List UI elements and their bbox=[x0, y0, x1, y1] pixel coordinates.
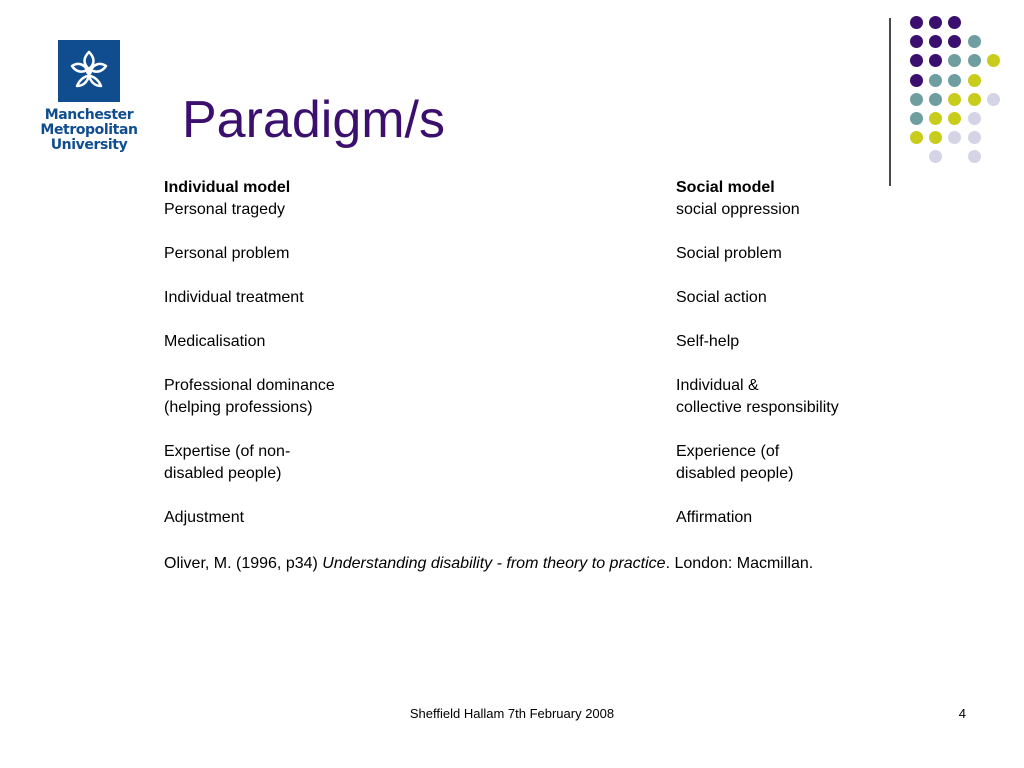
logo-emblem-icon bbox=[58, 40, 120, 102]
decorative-dot bbox=[968, 131, 981, 144]
decorative-dot bbox=[929, 16, 942, 29]
decorative-dot bbox=[929, 112, 942, 125]
decorative-dot bbox=[910, 131, 923, 144]
citation-author: Oliver, M. (1996, p34) bbox=[164, 555, 323, 572]
individual-model-spacer bbox=[164, 353, 644, 375]
decorative-dot bbox=[910, 16, 923, 29]
decorative-dot bbox=[987, 93, 1000, 106]
individual-model-item: Personal tragedy bbox=[164, 201, 285, 218]
social-model-spacer bbox=[676, 353, 996, 375]
social-model-item: Social action bbox=[676, 289, 767, 306]
social-model-spacer bbox=[676, 419, 996, 441]
logo-text-line-3: University bbox=[50, 137, 128, 153]
footer-text: Sheffield Hallam 7th February 2008 bbox=[409, 706, 615, 721]
individual-model-spacer bbox=[164, 265, 644, 287]
social-model-item: Social problem bbox=[676, 245, 782, 262]
decorative-dot bbox=[968, 54, 981, 67]
slide-title: Paradigm/s bbox=[182, 91, 445, 149]
decorative-dot bbox=[968, 35, 981, 48]
decorative-dot bbox=[968, 150, 981, 163]
individual-model-item: Expertise (of non- bbox=[164, 443, 291, 460]
social-model-header: Social model bbox=[676, 179, 775, 196]
individual-model-item: Medicalisation bbox=[164, 333, 266, 350]
decorative-divider bbox=[889, 18, 891, 186]
social-model-item: social oppression bbox=[676, 201, 800, 218]
decorative-dot bbox=[968, 74, 981, 87]
social-model-item: Individual & bbox=[676, 377, 759, 394]
citation-publisher: . London: Macmillan. bbox=[665, 555, 814, 572]
decorative-dot bbox=[948, 131, 961, 144]
university-logo bbox=[38, 40, 140, 156]
social-model-spacer bbox=[676, 309, 996, 331]
individual-model-item: Personal problem bbox=[164, 245, 290, 262]
citation bbox=[164, 553, 813, 575]
social-model-spacer bbox=[676, 221, 996, 243]
decorative-dot bbox=[910, 54, 923, 67]
individual-model-item: disabled people) bbox=[164, 465, 282, 482]
decorative-dot bbox=[987, 54, 1000, 67]
decorative-dot bbox=[948, 93, 961, 106]
individual-model-item: Individual treatment bbox=[164, 289, 304, 306]
decorative-dot bbox=[910, 112, 923, 125]
individual-model-header: Individual model bbox=[164, 179, 291, 196]
decorative-dot bbox=[948, 112, 961, 125]
individual-model-item: Professional dominance bbox=[164, 377, 335, 394]
social-model-item: Experience (of bbox=[676, 443, 780, 460]
social-model-item: disabled people) bbox=[676, 465, 794, 482]
decorative-dot bbox=[910, 93, 923, 106]
social-model-spacer bbox=[676, 265, 996, 287]
decorative-dot bbox=[968, 112, 981, 125]
decorative-dot bbox=[910, 35, 923, 48]
social-model-spacer bbox=[676, 485, 996, 507]
decorative-dot bbox=[948, 35, 961, 48]
slide-number: 4 bbox=[958, 706, 966, 721]
decorative-dot bbox=[948, 16, 961, 29]
decorative-dot-grid bbox=[910, 16, 1010, 166]
social-model-item: collective responsibility bbox=[676, 399, 839, 416]
decorative-dot bbox=[910, 74, 923, 87]
decorative-dot bbox=[948, 74, 961, 87]
social-model-item: Affirmation bbox=[676, 509, 753, 526]
individual-model-item: (helping professions) bbox=[164, 399, 313, 416]
social-model-column bbox=[676, 177, 996, 529]
decorative-dot bbox=[929, 150, 942, 163]
logo-text-line-1: Manchester bbox=[44, 107, 134, 123]
decorative-dot bbox=[929, 54, 942, 67]
decorative-dot bbox=[948, 54, 961, 67]
individual-model-spacer bbox=[164, 485, 644, 507]
individual-model-column bbox=[164, 177, 644, 529]
individual-model-spacer bbox=[164, 309, 644, 331]
individual-model-spacer bbox=[164, 419, 644, 441]
social-model-item: Self-help bbox=[676, 333, 740, 350]
citation-work-title: Understanding disability - from theory to practice bbox=[322, 555, 666, 572]
decorative-dot bbox=[929, 74, 942, 87]
decorative-dot bbox=[968, 93, 981, 106]
individual-model-item: Adjustment bbox=[164, 509, 245, 526]
decorative-dot bbox=[929, 35, 942, 48]
individual-model-spacer bbox=[164, 221, 644, 243]
logo-text-line-2: Metropolitan bbox=[40, 122, 138, 138]
decorative-dot bbox=[929, 131, 942, 144]
decorative-dot bbox=[929, 93, 942, 106]
